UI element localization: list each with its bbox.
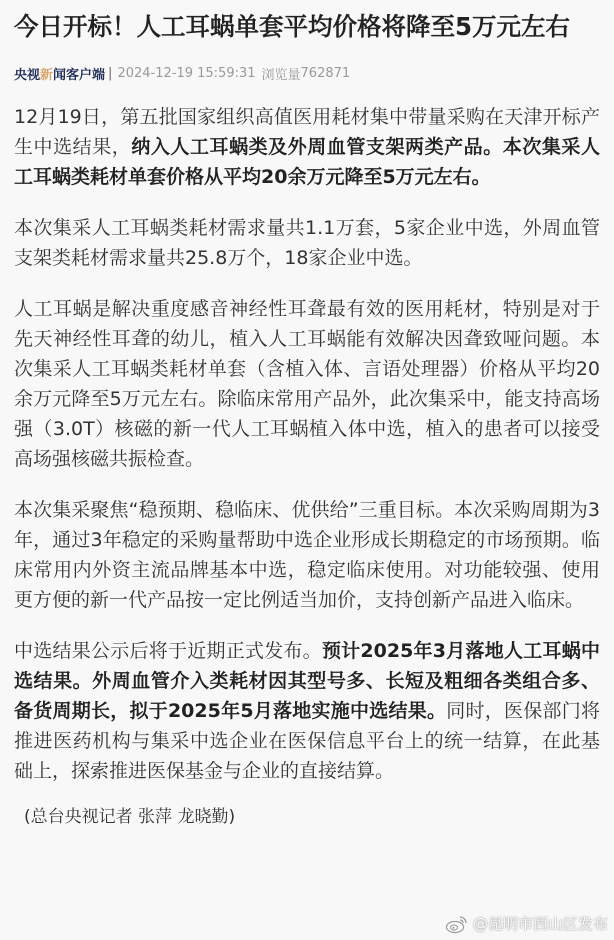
paragraph-text: 12月19日，第五批国家组织高值医用耗材集中带量采购在天津开标产生中选结果，: [14, 106, 600, 158]
source-highlight: 新: [40, 67, 54, 83]
paragraph-5: [14, 636, 600, 786]
reporter-byline: (总台央视记者 张萍 龙晓勤): [24, 807, 236, 827]
source-prefix: 央视: [14, 67, 41, 83]
weibo-watermark: [445, 913, 608, 934]
paragraph-text: 本次集采聚焦“稳预期、稳临床、优供给”三重目标。本次采购周期为3年，通过3年稳定的采购量帮助中选企业形成长期稳定的市场预期。临床常用内外资主流品牌基本中选，稳定临床使用。对功能较强、使用更方便的新一代产品按一定比例适当加价，支持创新产品进入临床。: [14, 499, 600, 611]
article: [14, 8, 600, 830]
paragraph-text: 本次集采人工耳蜗类耗材需求量共1.1万套，5家企业中选，外周血管支架类耗材需求量共25.8万个，18家企业中选。: [14, 217, 600, 269]
meta-separator: |: [108, 65, 113, 81]
publish-timestamp: 2024-12-19 15:59:31: [117, 65, 256, 81]
paragraph-bold-text: 纳入人工耳蜗类及外周血管支架两类产品。本次集采人工耳蜗类耗材单套价格从平均20余万元降至5万元左右。: [14, 136, 600, 188]
paragraph-3: [14, 294, 600, 474]
weibo-icon: [445, 914, 469, 934]
article-meta: [14, 62, 600, 84]
paragraph-1: [14, 102, 600, 192]
paragraph-2: [14, 213, 600, 273]
paragraph-text: 人工耳蜗是解决重度感音神经性耳聋最有效的医用耗材，特别是对于先天神经性耳聋的幼儿，植入人工耳蜗能有效解决因聋致哑问题。本次集采人工耳蜗类耗材单套（含植入体、言语处理器）价格从平均20余万元降至5万元左右。除临床常用产品外，此次集采中，能支持高场强（3.0T）核磁的新一代人工耳蜗植入体中选，植入的患者可以接受高场强核磁共振检查。: [14, 298, 600, 470]
paragraph-bold-text: 预计2025年3月落地人工耳蜗中选结果。外周血管介入类耗材因其型号多、长短及粗细各类组合多、备货周期长，拟于2025年5月落地实施中选结果。: [14, 640, 600, 722]
paragraph-text: 中选结果公示后将于近期正式发布。: [14, 640, 322, 662]
views-label: 浏览量: [261, 67, 301, 83]
source-suffix: 闻客户端: [53, 67, 106, 83]
watermark-text: @昆明市西山区发布: [472, 915, 608, 933]
paragraph-text: 同时，医保部门将推进医药机构与集采中选企业在医保信息平台上的统一结算，在此基础上，探索推进医保基金与企业的直接结算。: [14, 700, 600, 782]
views-count: 762871: [300, 65, 351, 81]
source-name[interactable]: [14, 64, 105, 83]
paragraph-4: [14, 495, 600, 615]
article-title: 今日开标！人工耳蜗单套平均价格将降至5万元左右: [14, 12, 571, 41]
